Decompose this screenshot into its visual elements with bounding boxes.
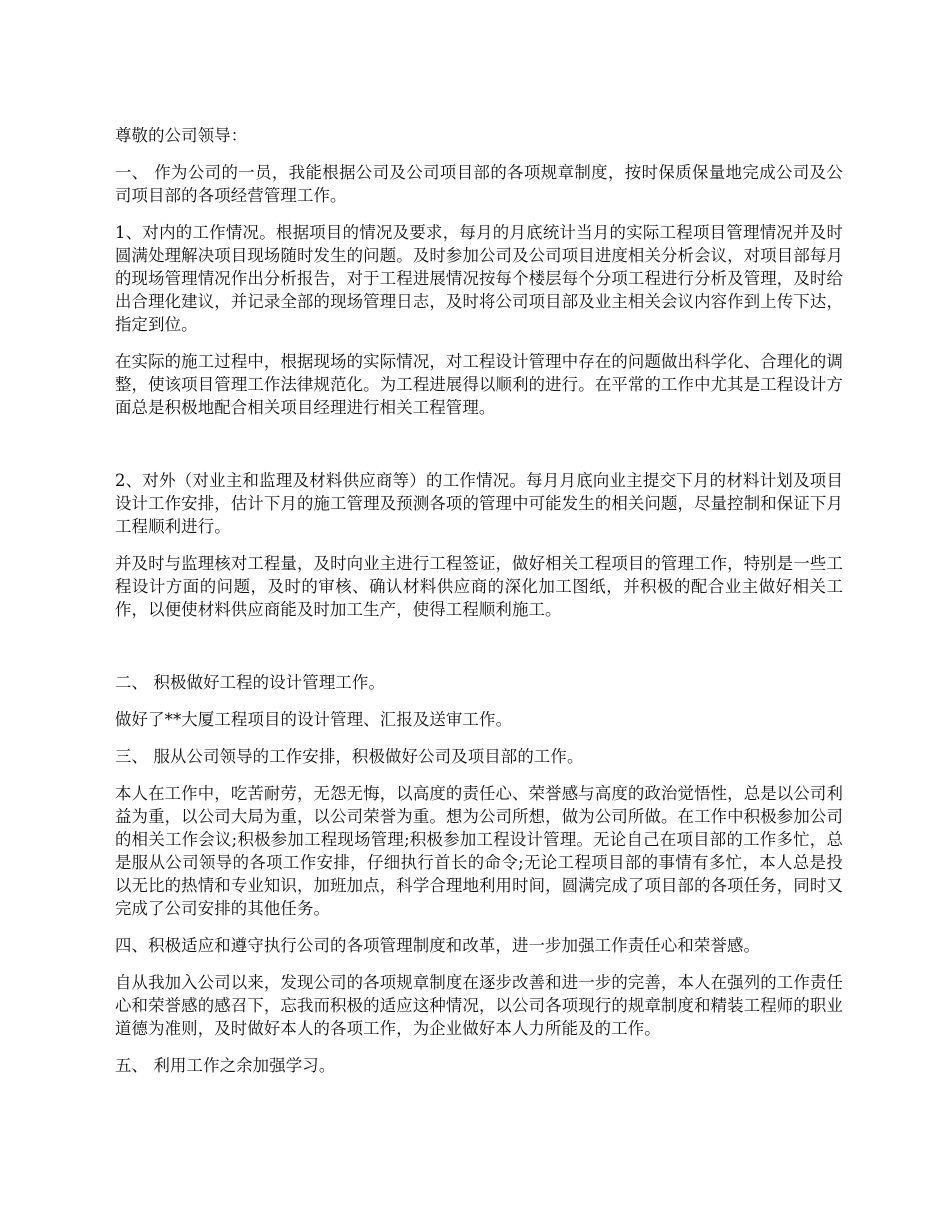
spacer [115,635,843,671]
spacer [115,433,843,469]
external-work-paragraph: 2、对外（对业主和监理及材料供应商等）的工作情况。每月月底向业主提交下月的材料计划及项目设计工作安排，估计下月的施工管理及预测各项的管理中可能发生的相关问题，尽量控制和保证下月工程顺利进行。 [115,471,843,536]
salutation: 尊敬的公司领导： [115,126,248,145]
section-2-heading: 二、 积极做好工程的设计管理工作。 [115,673,386,692]
regulations-paragraph: 自从我加入公司以来，发现公司的各项规章制度在逐步改善和进一步的完善，本人在强列的工作责任心和荣誉感的感召下，忘我而积极的适应这种情况，以公司各项现行的规章制度和精装工程师的职业道德为准则，及时做好本人的各项工作，为企业做好本人力所能及的工作。 [115,973,843,1038]
section-5-heading: 五、 利用工作之余加强学习。 [115,1056,336,1075]
work-attitude-paragraph: 本人在工作中，吃苦耐劳，无怨无悔，以高度的责任心、荣誉感与高度的政治觉悟性，总是以公司利益为重，以公司大局为重，以公司荣誉为重。想为公司所想，做为公司所做。在工作中积极参加公司的相关工作会议;积极参加工程现场管理;积极参加工程设计管理。无论自己在项目部的工作多忙，总是服从公司领导的各项工作安排，仔细执行首长的命令;无论工程项目部的事情有多忙，本人总是投以无比的热情和专业知识，加班加点，科学合理地利用时间，圆满完成了项目部的各项任务，同时又完成了公司安排的其他任务。 [115,784,843,918]
construction-process-paragraph: 在实际的施工过程中，根据现场的实际情况，对工程设计管理中存在的问题做出科学化、合理化的调整，使该项目管理工作法律规范化。为工程进展得以顺利的进行。在平常的工作中尤其是工程设计方面总是积极地配合相关项目经理进行相关工程管理。 [115,352,843,417]
section-4-heading: 四、积极适应和遵守执行公司的各项管理制度和改革，进一步加强工作责任心和荣誉感。 [115,936,761,955]
document-body [115,124,843,1091]
section-3-heading: 三、 服从公司领导的工作安排，积极做好公司及项目部的工作。 [115,747,584,766]
section-1-heading: 一、 作为公司的一员，我能根据公司及公司项目部的各项规章制度，按时保质保量地完成公司及公司项目部的各项经营管理工作。 [115,163,843,205]
design-management-paragraph: 做好了**大厦工程项目的设计管理、汇报及送审工作。 [115,710,513,729]
supervision-paragraph: 并及时与监理核对工程量，及时向业主进行工程签证，做好相关工程项目的管理工作，特别是一些工程设计方面的问题，及时的审核、确认材料供应商的深化加工图纸，并积极的配合业主做好相关工作，以便使材料供应商能及时加工生产，使得工程顺利施工。 [115,554,843,619]
internal-work-paragraph: 1、对内的工作情况。根据项目的情况及要求，每月的月底统计当月的实际工程项目管理情况并及时圆满处理解决项目现场随时发生的问题。及时参加公司及公司项目进度相关分析会议，对项目部每月的现场管理情况作出分析报告，对于工程进展情况按每个楼层每个分项工程进行分析及管理，及时给出合理化建议，并记录全部的现场管理日志，及时将公司项目部及业主相关会议内容作到上传下达，指定到位。 [115,223,843,334]
